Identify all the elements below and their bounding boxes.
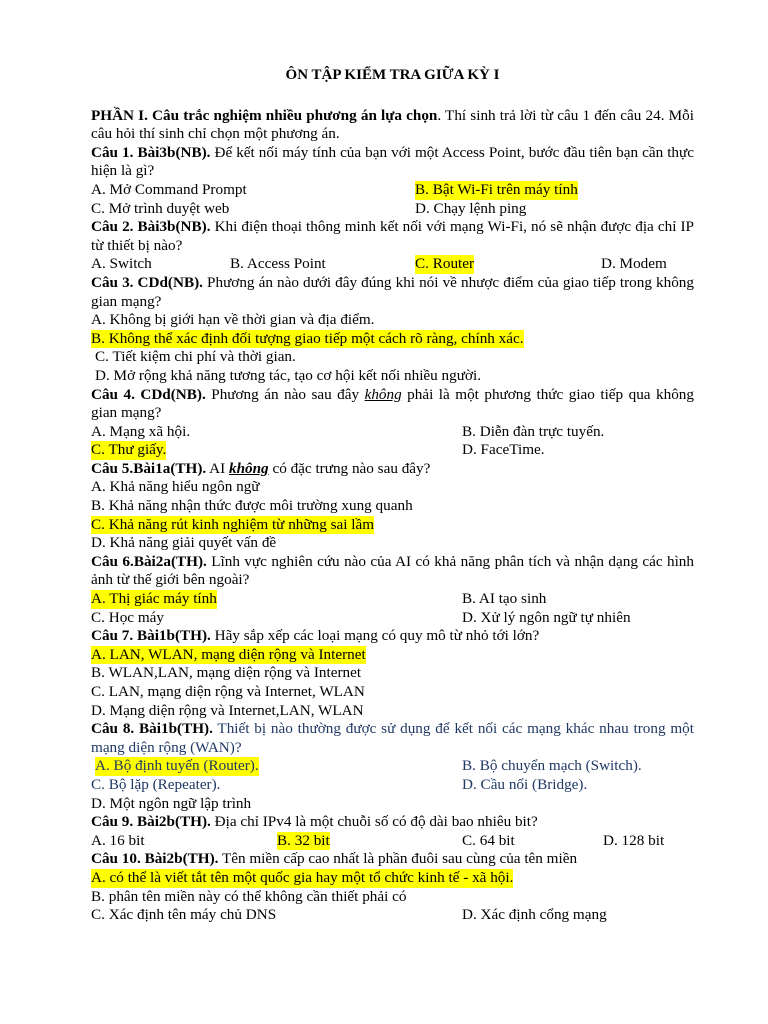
part-intro bbox=[91, 107, 694, 144]
question-text: có đặc trưng nào sau đây? bbox=[268, 459, 431, 477]
question-2 bbox=[91, 218, 694, 255]
answer-row bbox=[91, 888, 694, 907]
answer-row bbox=[91, 441, 694, 460]
part-label: PHẦN I. Câu trắc nghiệm nhiều phương án lựa chọn bbox=[91, 106, 438, 124]
answer-row bbox=[91, 497, 694, 516]
answer-row bbox=[91, 869, 694, 888]
question-text: Phương án nào sau đây bbox=[205, 385, 365, 403]
option-c[interactable]: C. Khả năng rút kinh nghiệm từ những sai lầm bbox=[91, 515, 375, 533]
answer-row bbox=[91, 423, 694, 442]
question-text: Khi điện thoại thông minh kết nối với mạng Wi-Fi, nó sẽ nhận được địa chỉ IP từ thiết bị nào? bbox=[91, 218, 694, 254]
question-label: Câu 5.Bài1a(TH). bbox=[91, 459, 207, 477]
answer-row bbox=[91, 906, 694, 925]
answer-row bbox=[91, 367, 694, 386]
question-label: Câu 4. CDd(NB). bbox=[91, 385, 206, 403]
option-a[interactable]: A. 16 bit bbox=[91, 831, 145, 849]
question-text: Tên miền cấp cao nhất là phần đuôi sau cùng của tên miền bbox=[218, 850, 578, 868]
answer-row bbox=[91, 683, 694, 702]
question-4 bbox=[91, 386, 694, 423]
option-c[interactable]: C. Tiết kiệm chi phí và thời gian. bbox=[95, 348, 296, 366]
part-text: . Thí sinh trả lời từ câu 1 đến câu 24. Mỗi câu hỏi thí sinh chỉ chọn một phương án. bbox=[91, 106, 694, 143]
question-6 bbox=[91, 553, 694, 590]
option-a[interactable]: A. Bộ định tuyến (Router). bbox=[95, 757, 259, 775]
option-b[interactable]: B. Khả năng nhận thức được môi trường xung quanh bbox=[91, 497, 413, 515]
question-text: Phương án nào dưới đây đúng khi nói về nhược điểm của giao tiếp trong không gian mạng? bbox=[91, 273, 694, 310]
answer-row bbox=[91, 664, 694, 683]
question-label: Câu 9. Bài2b(TH). bbox=[91, 813, 211, 831]
option-b[interactable]: B. Bật Wi-Fi trên máy tính bbox=[415, 180, 578, 198]
option-a[interactable]: A. Switch bbox=[91, 255, 152, 273]
option-a[interactable]: A. Khả năng hiểu ngôn ngữ bbox=[91, 478, 260, 496]
option-d[interactable]: D. Chạy lệnh ping bbox=[415, 199, 527, 217]
question-label: Câu 2. Bài3b(NB). bbox=[91, 218, 211, 236]
question-label: Câu 7. Bài1b(TH). bbox=[91, 627, 211, 645]
option-d[interactable]: D. Xác định cổng mạng bbox=[462, 906, 607, 924]
option-a[interactable]: A. LAN, WLAN, mạng diện rộng và Internet bbox=[91, 645, 366, 663]
question-3 bbox=[91, 274, 694, 311]
question-text: Để kết nối máy tính của bạn với một Access Point, bước đầu tiên bạn cần thực hiện là gì? bbox=[91, 143, 694, 180]
option-a[interactable]: A. Mở Command Prompt bbox=[91, 180, 247, 198]
question-label: Câu 8. Bài1b(TH). bbox=[91, 720, 213, 738]
document-page bbox=[91, 66, 694, 925]
question-text: Thiết bị nào thường được sử dụng để kết nối các mạng khác nhau trong một mạng diện rộng (WAN)? bbox=[91, 720, 694, 756]
question-text: Hãy sắp xếp các loại mạng có quy mô từ nhỏ tới lớn? bbox=[210, 627, 540, 645]
answer-row bbox=[91, 646, 694, 665]
answer-row bbox=[91, 609, 694, 628]
question-7 bbox=[91, 627, 694, 646]
option-extra[interactable]: D. Một ngôn ngữ lập trình bbox=[91, 794, 252, 812]
option-a[interactable]: A. Mạng xã hội. bbox=[91, 422, 191, 440]
answer-row bbox=[91, 590, 694, 609]
answer-row bbox=[91, 516, 694, 535]
option-c[interactable]: C. Mở trình duyệt web bbox=[91, 199, 230, 217]
answer-row bbox=[91, 181, 694, 200]
option-d[interactable]: D. Mở rộng khả năng tương tác, tạo cơ hội kết nối nhiều người. bbox=[95, 366, 482, 384]
option-a[interactable]: A. Thị giác máy tính bbox=[91, 590, 217, 608]
question-10 bbox=[91, 850, 694, 869]
option-c[interactable]: C. 64 bit bbox=[462, 831, 515, 849]
question-label: Câu 6.Bài2a(TH). bbox=[91, 552, 207, 570]
option-d[interactable]: D. Modem bbox=[601, 255, 667, 273]
answer-row bbox=[91, 330, 694, 349]
answer-row bbox=[91, 348, 694, 367]
option-b[interactable]: B. phân tên miền này có thể không cần thiết phải có bbox=[91, 887, 407, 905]
answer-row bbox=[91, 478, 694, 497]
answer-row bbox=[91, 200, 694, 219]
option-d[interactable]: D. Khả năng giải quyết vấn đề bbox=[91, 534, 277, 552]
negation-word: không bbox=[228, 459, 269, 477]
question-8 bbox=[91, 720, 694, 757]
answer-row bbox=[91, 702, 694, 721]
answer-row bbox=[91, 534, 694, 553]
option-a[interactable]: A. Không bị giới hạn về thời gian và địa điểm. bbox=[91, 311, 375, 329]
answer-row bbox=[91, 757, 694, 776]
option-c[interactable]: C. Bộ lặp (Repeater). bbox=[91, 775, 221, 793]
question-label: Câu 3. CDd(NB). bbox=[91, 273, 203, 291]
answer-row bbox=[91, 832, 694, 851]
question-5 bbox=[91, 460, 694, 479]
question-text: AI bbox=[206, 459, 229, 477]
option-c[interactable]: C. LAN, mạng diện rộng và Internet, WLAN bbox=[91, 683, 365, 700]
option-c[interactable]: C. Router bbox=[415, 255, 475, 273]
option-d[interactable]: D. Cầu nối (Bridge). bbox=[462, 775, 588, 793]
option-b[interactable]: B. Diễn đàn trực tuyến. bbox=[462, 422, 605, 440]
option-d[interactable]: D. Xử lý ngôn ngữ tự nhiên bbox=[462, 608, 631, 626]
option-b[interactable]: B. Bộ chuyển mạch (Switch). bbox=[462, 757, 642, 775]
option-d[interactable]: D. FaceTime. bbox=[462, 441, 545, 459]
question-1 bbox=[91, 144, 694, 181]
option-c[interactable]: C. Xác định tên máy chủ DNS bbox=[91, 906, 277, 924]
question-label: Câu 10. Bài2b(TH). bbox=[91, 850, 219, 868]
page-title: ÔN TẬP KIỂM TRA GIỮA KỲ I bbox=[285, 67, 500, 83]
question-text: Lĩnh vực nghiên cứu nào của AI có khả năng phân tích và nhận dạng các hình ảnh từ thế giới bên ngoài? bbox=[91, 552, 694, 589]
option-a[interactable]: A. có thể là viết tắt tên một quốc gia hay một tổ chức kinh tế - xã hội. bbox=[91, 868, 514, 886]
answer-row bbox=[91, 776, 694, 795]
answer-row bbox=[91, 255, 694, 274]
question-text: phải là một phương thức giao tiếp qua không gian mạng? bbox=[91, 385, 694, 422]
question-9 bbox=[91, 813, 694, 832]
answer-row bbox=[91, 795, 694, 814]
option-b[interactable]: B. Access Point bbox=[230, 255, 326, 273]
question-label: Câu 1. Bài3b(NB). bbox=[91, 143, 211, 161]
option-b[interactable]: B. WLAN,LAN, mạng diện rộng và Internet bbox=[91, 664, 362, 682]
option-b[interactable]: B. AI tạo sinh bbox=[462, 590, 547, 608]
option-d[interactable]: D. Mạng diện rộng và Internet,LAN, WLAN bbox=[91, 701, 364, 719]
answer-row bbox=[91, 311, 694, 330]
negation-word: không bbox=[364, 385, 402, 403]
option-c[interactable]: C. Học máy bbox=[91, 608, 164, 626]
option-d[interactable]: D. 128 bit bbox=[603, 831, 665, 849]
option-b[interactable]: B. 32 bit bbox=[277, 831, 330, 849]
option-c[interactable]: C. Thư giấy. bbox=[91, 441, 167, 459]
question-text: Địa chỉ IPv4 là một chuỗi số có độ dài bao nhiêu bit? bbox=[210, 813, 538, 831]
option-b[interactable]: B. Không thể xác định đối tượng giao tiếp một cách rõ ràng, chính xác. bbox=[91, 329, 524, 347]
